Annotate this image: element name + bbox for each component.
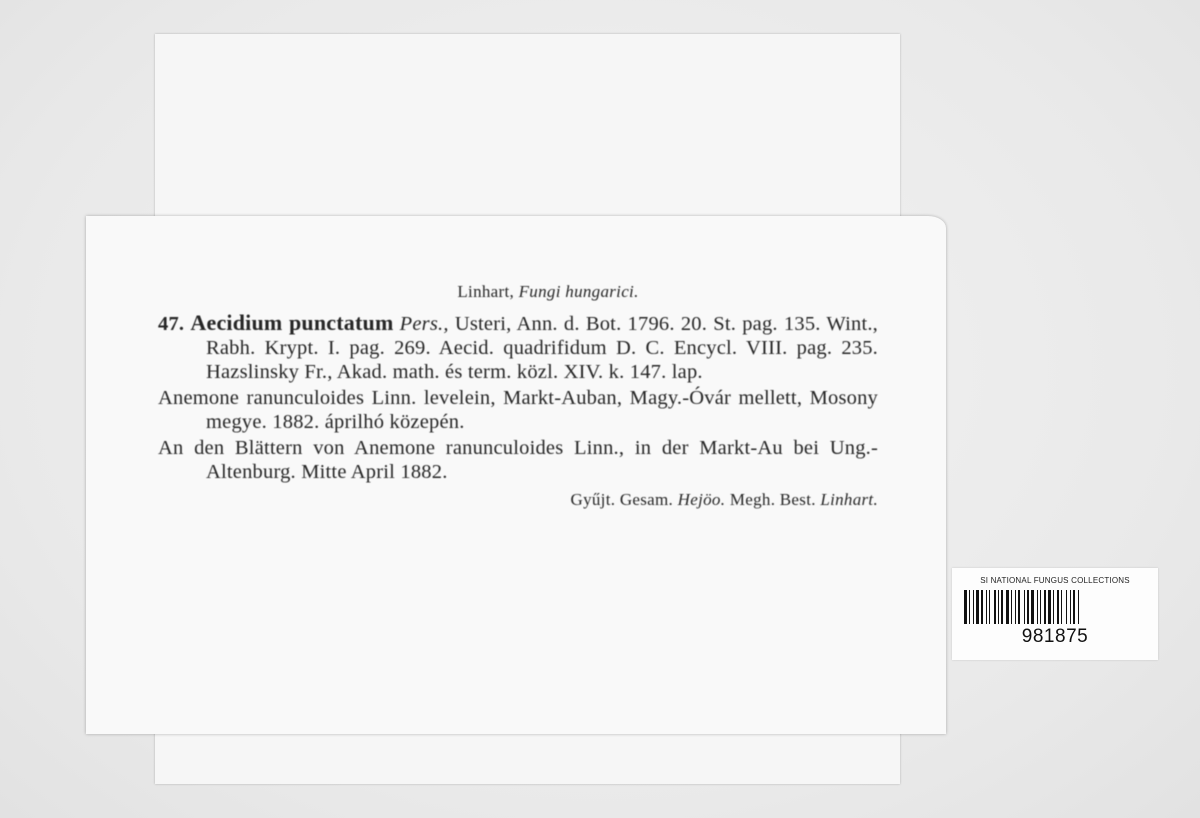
barcode-stripe [1061,590,1062,624]
barcode-stripe [1006,590,1009,624]
collector-prefix: Gyűjt. Gesam. [570,490,674,509]
barcode-stripe [964,590,967,624]
barcode-stripe [1044,590,1046,624]
collector-mid: Hejöo. [677,490,726,509]
collector-line [158,488,878,512]
series-title: Fungi hungarici. [518,282,639,301]
barcode-stripe [1015,590,1016,624]
barcode-stripe [1070,590,1071,624]
barcode-stripe [969,590,970,624]
label-text [158,280,878,512]
locality-hungarian: Anemone ranunculoides Linn. levelein, Markt-Auban, Magy.-Óvár mellett, Mosony megye. 1882. áprilhó közepén. [158,387,878,433]
series-line [218,280,878,304]
citation-text: Usteri, Ann. d. Bot. 1796. 20. St. pag. 135. Wint., Rabh. Krypt. I. pag. 269. Aecid. quadrifidum D. C. Encycl. VIII. pag. 235. Hazslinsky Fr., Akad. math. és term. közl. XIV. k. 147. lap. [206,313,879,383]
barcode-stripe [973,590,974,624]
barcode-stripe [1048,590,1051,624]
barcode-stripe [1053,590,1054,624]
barcode-stripe [1040,590,1041,624]
barcode-stripe [1073,590,1075,624]
barcode-stripe [1001,590,1003,624]
barcode-stripe [1024,590,1025,624]
barcode-stripe [1066,590,1067,624]
barcode-label [952,568,1158,660]
barcode-bars [964,590,1146,624]
barcode-stripe [1027,590,1029,624]
species-entry [158,311,878,384]
barcode-number: 981875 [1021,626,1089,647]
barcode-stripe [981,590,983,624]
barcode-stripe [1011,590,1012,624]
barcode-stripe [986,590,987,624]
series-author: Linhart, [457,282,515,301]
collector-name: Linhart. [820,490,878,509]
barcode-stripe [976,590,979,624]
barcode-stripe [1018,590,1020,624]
barcode-stripe [1078,590,1079,624]
entry-number: 47. [158,313,185,335]
locality-german: An den Blättern von Anemone ranunculoides Linn., in der Markt-Au bei Ung.-Altenburg. Mitte April 1882. [158,437,878,483]
barcode-institution: SI NATIONAL FUNGUS COLLECTIONS [980,576,1130,585]
barcode-stripe [1037,590,1038,624]
barcode-stripe [994,590,996,624]
barcode-stripe [1057,590,1059,624]
species-author: Pers., [399,313,449,335]
barcode-stripe [989,590,990,624]
collector-suffix: Megh. Best. [729,490,816,509]
barcode-stripe [998,590,999,624]
species-name: Aecidium punctatum [190,310,394,335]
barcode-stripe [1031,590,1034,624]
